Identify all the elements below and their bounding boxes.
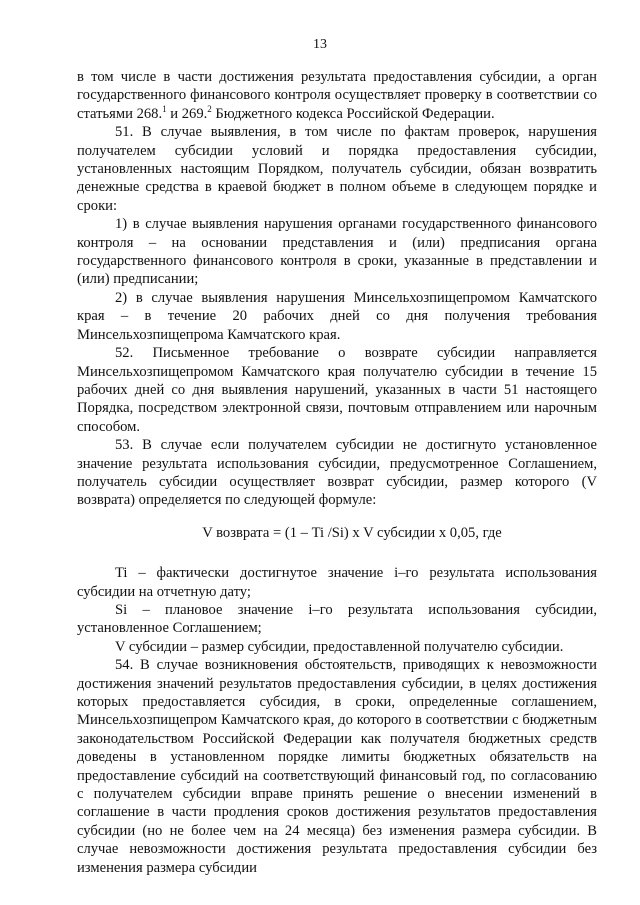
paragraph-continuation-text: в том числе в части достижения результата предоставления субсидии, а орган государственного финансового контроля осуществляет проверку в соответствии со статьями 268.	[77, 69, 597, 122]
page-number: 13	[313, 37, 327, 52]
definition-si: Si – плановое значение i–го результата использования субсидии, установленное Соглашением;	[77, 601, 597, 637]
paragraph-53: 53. В случае если получателем субсидии не достигнуто установленное значение результата использования субсидии, предусмотренное Соглашением, получатель субсидии осуществляет возврат субсидии, размер которого (V возврата) определяется по следующей формуле:	[77, 437, 597, 509]
superscript-2: 2	[207, 103, 212, 114]
paragraph-continuation	[77, 68, 597, 123]
paragraph-54: 54. В случае возникновения обстоятельств, приводящих к невозможности достижения значений результатов предоставления субсидии, в целях достижения которых предоставляется субсидия, в сроки, определенные соглашением, Минсельхозпищепром Камчатского края, до которого в соответствии с бюджетным законодательством Российской Федерации как получателя бюджетных средств доведены в установленном порядке лимиты бюджетных обязательств на предоставление субсидий на соответствующий финансовый год, по согласованию с получателем субсидии вправе принять решение о внесении изменений в соглашение в части продления сроков достижения результатов предоставления субсидии (но не более чем на 24 месяца) без изменения размера субсидии. В случае невозможности достижения результата предоставления субсидии без изменения размера субсидии	[77, 657, 597, 876]
paragraph-51-item-2: 2) в случае выявления нарушения Минсельхозпищепромом Камчатского края – в течение 20 рабочих дней со дня получения требования Минсельхозпищепрома Камчатского края.	[77, 289, 597, 343]
definition-ti: Ti – фактически достигнутое значение i–го результата использования субсидии на отчетную дату;	[77, 565, 597, 600]
paragraph-51-item-1: 1) в случае выявления нарушения органами государственного финансового контроля – на основании представления и (или) предписания органа государственного финансового контроля в сроки, указанные в представлении и (или) предписании;	[77, 216, 597, 288]
superscript-1: 1	[162, 103, 167, 114]
paragraph-continuation-end: Бюджетного кодекса Российской Федерации.	[211, 105, 495, 122]
paragraph-52: 52. Письменное требование о возврате субсидии направляется Минсельхозпищепромом Камчатского края получателю субсидии в течение 15 рабочих дней со дня выявления нарушений, указанных в части 51 настоящего Порядка, посредством электронной связи, почтовым отправлением или нарочным способом.	[77, 345, 597, 435]
document-body	[77, 68, 597, 877]
paragraph-continuation-mid: и 269.	[166, 105, 208, 122]
definition-v-subsidy: V субсидии – размер субсидии, предоставленной получателю субсидии.	[115, 638, 564, 655]
return-formula: V возврата = (1 – Ti /Si) x V субсидии x 0,05, где	[202, 524, 502, 541]
paragraph-51: 51. В случае выявления, в том числе по фактам проверок, нарушения получателем субсидии условий и порядка предоставления субсидии, установленных настоящим Порядком, получатель субсидии, обязан возвратить денежные средства в краевой бюджет в полном объеме в следующем порядке и сроки:	[77, 124, 597, 214]
